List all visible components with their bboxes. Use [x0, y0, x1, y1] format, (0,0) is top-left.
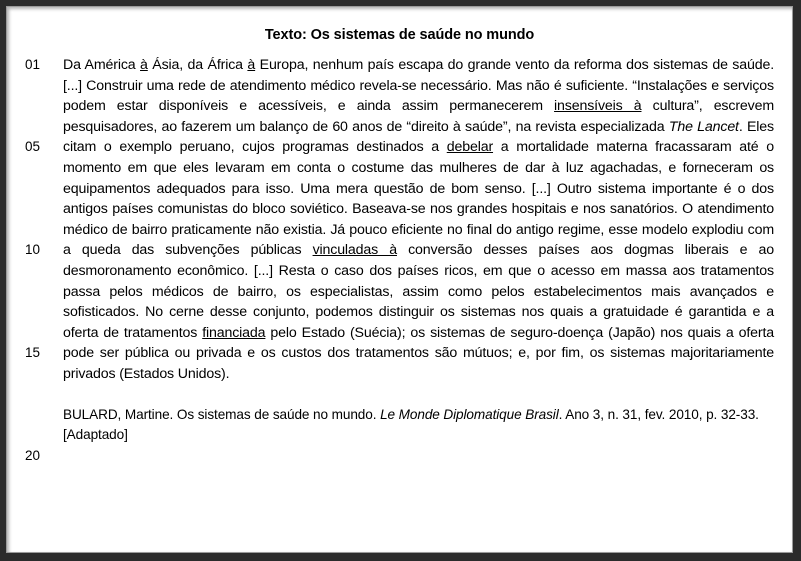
text-body [25, 55, 774, 464]
text-run: . Eles citam o exemplo peruano, cujos programas destinados a [63, 118, 774, 156]
text-run: pelo Estado (Suécia); os sistemas de seguro-doença (Japão) nos quais a oferta pode ser pública ou privada e os custos dos tratamentos são mútuos; e, por fim, os sistemas majoritariamente privados (Estados Unidos). [63, 324, 774, 382]
text-run-underline: vinculadas à [312, 242, 397, 259]
text-run: BULARD, Martine. Os sistemas de saúde no mundo. [63, 407, 381, 423]
line-number-20: 20 [25, 448, 41, 464]
text-run: a mortalidade materna fracassaram até o momento em que eles levaram em conta o costume das mulheres de dar à luz agachadas, e forneceram os equipamentos adequados para isso. Uma mera questão de bom senso. [...] Outro sistema importante é o dos antigos países comunistas do bloco soviético. Baseava-se nos grandes hospitais e nos sanatórios. O atendimento médico de bairro praticamente não existia. Já pouco eficiente no final do antigo regime, esse modelo explodiu com a queda das subvenções públicas [63, 139, 774, 259]
line-number-05: 05 [25, 139, 41, 155]
text-run-underline: financiada [202, 324, 266, 341]
text-run-underline: debelar [446, 139, 494, 156]
text-run: Europa, nenhum país escapa do grande vento da reforma dos sistemas de saúde. [...] Construir uma rede de atendimento médico revela-se necessário. Mas não é suficiente. “Instalações e serviços podem estar disponíveis e acessíveis, e ainda assim permanecerem [63, 57, 774, 115]
text-run: conversão desses países aos dogmas liberais e ao desmoronamento econômico. [...] Resta o caso dos países ricos, em que o acesso em massa aos tratamentos passa pelos médicos de bairro, os especialistas, assim como pelos estabelecimentos mais avançados e sofisticados. No cerne desse conjunto, podemos distinguir os sistemas nos quais a gratuidade é garantida e a oferta de tratamentos [63, 242, 774, 341]
text-run-italic: Le Monde Diplomatique Brasil [380, 407, 559, 423]
document-paper [6, 6, 793, 553]
text-run-underline: insensíveis à [554, 98, 642, 115]
page-title: Texto: Os sistemas de saúde no mundo [264, 27, 535, 43]
text-run: Da América [63, 57, 141, 73]
text-run-underline: à [247, 57, 256, 73]
line-number-15: 15 [25, 345, 41, 361]
text-run: . Ano 3, n. 31, fev. 2010, p. 32-33. [Adaptado] [63, 407, 759, 442]
text-run-underline: à [140, 57, 148, 73]
reading-passage [63, 55, 774, 385]
line-number-01: 01 [25, 57, 41, 72]
text-run: Ásia, da África [147, 57, 248, 73]
line-number-10: 10 [25, 242, 41, 258]
text-run: cultura”, escrevem pesquisadores, ao fazerem um balanço de 60 anos de “direito à saúde”, na revista especializada [63, 98, 774, 135]
text-run-italic: The Lancet [668, 118, 739, 135]
source-citation [63, 405, 774, 444]
